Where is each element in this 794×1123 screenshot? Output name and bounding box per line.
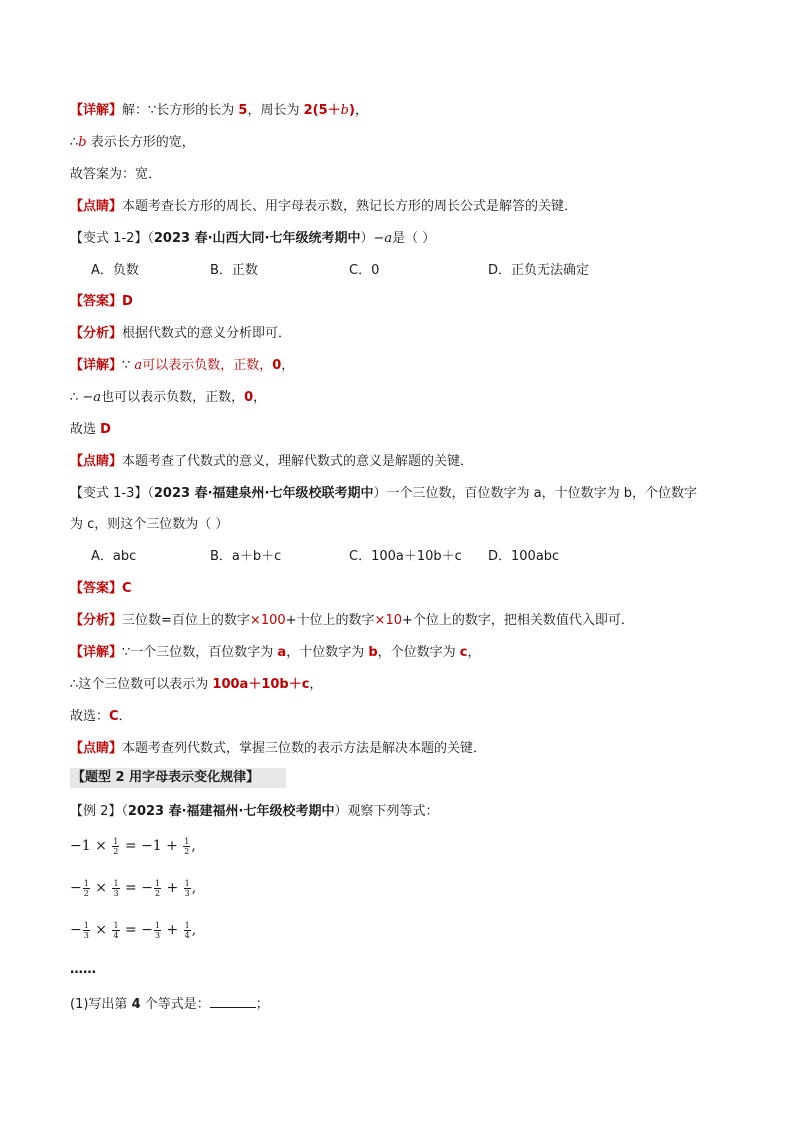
fraction: $\frac{1}{2}$	[184, 836, 190, 856]
fraction: $\frac{1}{3}$	[113, 878, 119, 898]
section-heading: 【题型 2 用字母表示变化规律】	[70, 768, 286, 788]
fraction: $\frac{1}{3}$	[83, 920, 89, 940]
detail-line-2: ∴ −a也可以表示负数，正数，0，	[70, 390, 267, 405]
comment-line: 【点睛】本题考查了代数式的意义，理解代数式的意义是解题的关键．	[70, 454, 474, 469]
answer-blank[interactable]	[210, 994, 256, 1008]
comment-line: 【点睛】本题考查列代数式，掌握三位数的表示方法是解决本题的关键．	[70, 741, 487, 756]
comment-tag: 【点睛】	[70, 199, 123, 214]
selection-line: 故选 D	[70, 422, 111, 437]
detail-line-2: ∴b 表示长方形的宽，	[70, 135, 195, 150]
fraction: $\frac{1}{3}$	[184, 878, 190, 898]
equation-2: − $\frac{1}{2}$ × $\frac{1}{3}$ = − $\frac{1}{2}$ + $\frac{1}{3}$ ,	[70, 878, 197, 898]
fraction: $\frac{1}{4}$	[184, 920, 190, 940]
option-b: B．正数	[210, 263, 258, 278]
option-d: D．100abc	[488, 549, 560, 564]
fraction: $\frac{1}{4}$	[113, 920, 119, 940]
answer-line: 【答案】C	[70, 581, 132, 596]
comment-line: 【点睛】本题考查长方形的周长、用字母表示数，熟记长方形的周长公式是解答的关键．	[70, 199, 578, 214]
question-1: (1)写出第 4 个等式是： ；	[70, 994, 269, 1015]
analysis-line: 【分析】三位数=百位上的数字×100+十位上的数字×10+个位上的数字，把相关数值代入即可．	[70, 613, 634, 628]
fraction: $\frac{1}{3}$	[154, 920, 161, 940]
option-c: C．100a＋10b＋c	[349, 549, 462, 564]
fraction: $\frac{1}{2}$	[113, 836, 119, 856]
detail-line-2: ∴这个三位数可以表示为 100a＋10b＋c，	[70, 677, 323, 692]
option-a: A．负数	[91, 263, 139, 278]
variant-1-3-question: 【变式 1-3】（2023 春·福建泉州·七年级校联考期中）一个三位数，百位数字为 a，十位数字为 b，个位数字	[70, 486, 697, 501]
detail-line-1: 【详解】解：∵长方形的长为 5，周长为 2(5＋b)，	[70, 103, 368, 118]
answer-line: 【答案】D	[70, 294, 133, 309]
selection-line: 故选：C．	[70, 709, 132, 724]
equation-1: −1 × $\frac{1}{2}$ = −1 + $\frac{1}{2}$ ,	[70, 836, 196, 856]
option-d: D．正负无法确定	[488, 263, 590, 278]
equation-3: − $\frac{1}{3}$ × $\frac{1}{4}$ = − $\frac{1}{3}$ + $\frac{1}{4}$ ,	[70, 920, 197, 940]
detail-line: 【详解】∵一个三位数，百位数字为 a，十位数字为 b，个位数字为 c，	[70, 645, 481, 660]
option-b: B．a＋b＋c	[210, 549, 282, 564]
variant-1-3-question-cont: 为 c，则这个三位数为（ ）	[70, 517, 229, 532]
analysis-line: 【分析】根据代数式的意义分析即可．	[70, 326, 292, 341]
detail-tag: 【详解】	[70, 103, 123, 118]
variant-1-2-question: 【变式 1-2】（2023 春·山西大同·七年级统考期中）−a是（ ）	[70, 231, 436, 246]
fraction: $\frac{1}{2}$	[154, 878, 161, 898]
fraction: $\frac{1}{2}$	[83, 878, 89, 898]
ellipsis: ……	[70, 962, 96, 977]
option-c: C．0	[349, 263, 380, 278]
option-a: A．abc	[91, 549, 137, 564]
answer-line: 故答案为：宽．	[70, 167, 162, 182]
detail-line: 【详解】∵ a可以表示负数，正数，0，	[70, 358, 295, 373]
example-2-question: 【例 2】（2023 春·福建福州·七年级校考期中）观察下列等式：	[70, 804, 439, 819]
